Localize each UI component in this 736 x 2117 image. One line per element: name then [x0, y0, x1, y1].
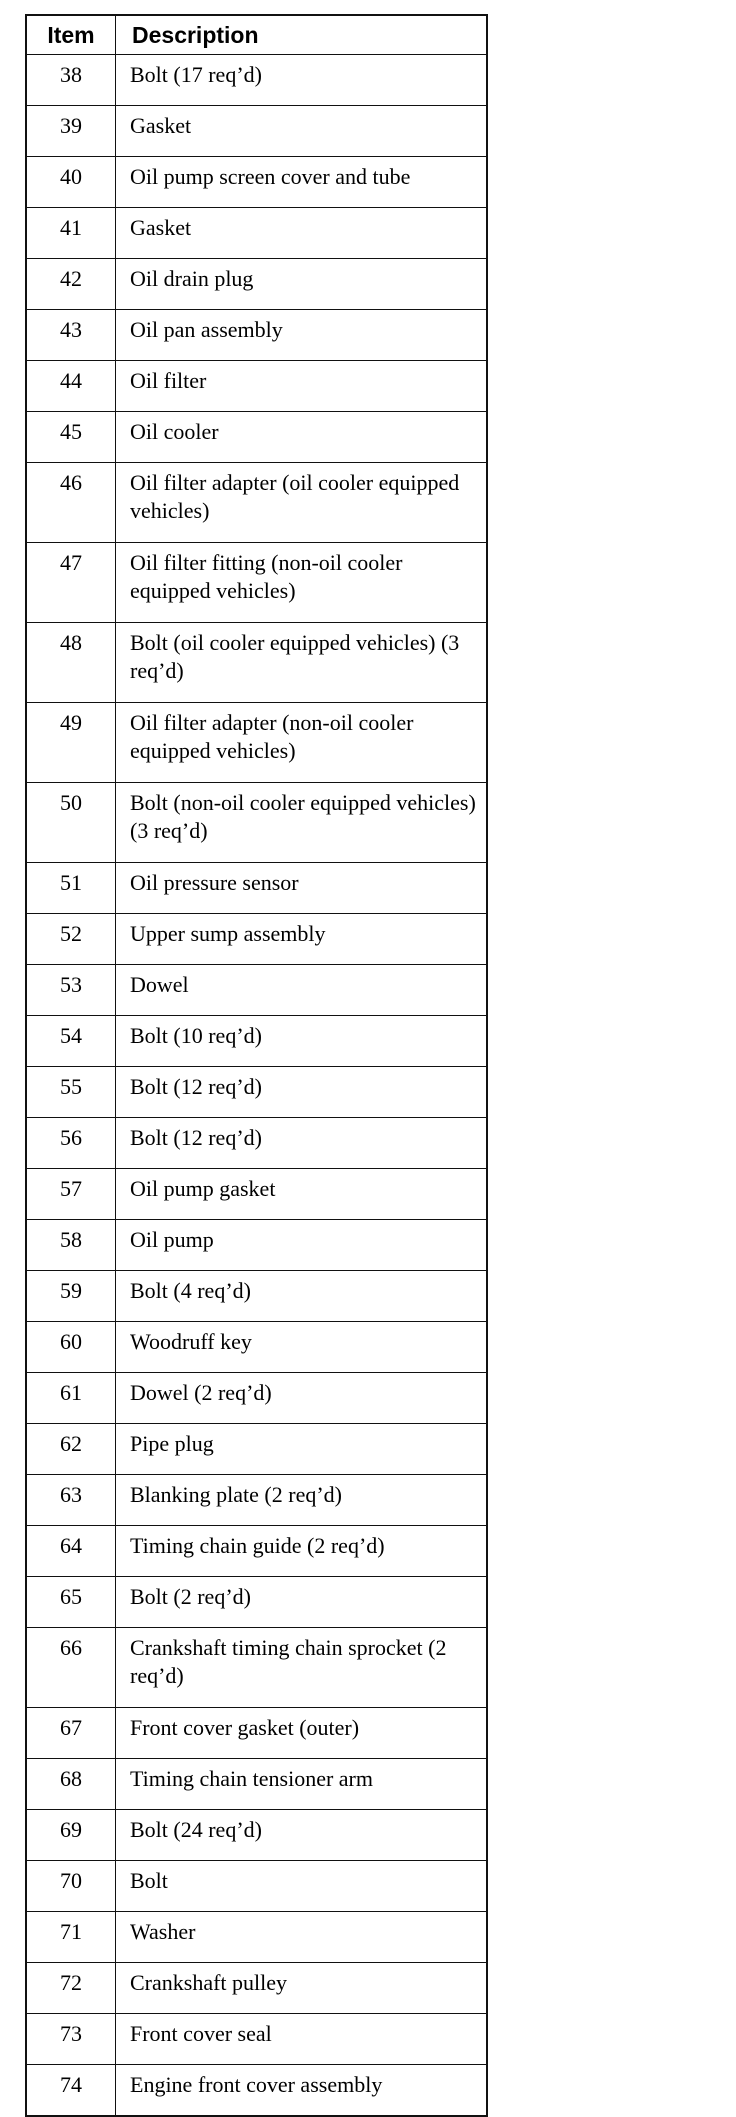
description-cell: Pipe plug	[116, 1424, 488, 1475]
table-row	[26, 1708, 487, 1759]
table-row	[26, 1424, 487, 1475]
table-row	[26, 259, 487, 310]
description-cell: Oil filter	[116, 361, 488, 412]
item-number-cell: 54	[26, 1016, 116, 1067]
item-number-cell: 39	[26, 106, 116, 157]
table-row	[26, 208, 487, 259]
description-cell: Oil pan assembly	[116, 310, 488, 361]
description-cell: Upper sump assembly	[116, 914, 488, 965]
description-cell: Engine front cover assembly	[116, 2065, 488, 2117]
description-cell: Front cover gasket (outer)	[116, 1708, 488, 1759]
table-row	[26, 106, 487, 157]
description-cell: Bolt (12 req’d)	[116, 1118, 488, 1169]
description-cell: Blanking plate (2 req’d)	[116, 1475, 488, 1526]
table-row	[26, 1016, 487, 1067]
description-cell: Oil pressure sensor	[116, 863, 488, 914]
item-number-cell: 56	[26, 1118, 116, 1169]
description-cell: Bolt (oil cooler equipped vehicles) (3 req’d)	[116, 623, 488, 703]
table-row	[26, 1271, 487, 1322]
table-row	[26, 463, 487, 543]
table-row	[26, 1067, 487, 1118]
item-number-cell: 52	[26, 914, 116, 965]
description-cell: Gasket	[116, 208, 488, 259]
table-row	[26, 1759, 487, 1810]
table-row	[26, 2014, 487, 2065]
table-row	[26, 965, 487, 1016]
item-number-cell: 40	[26, 157, 116, 208]
table-header-row	[26, 15, 487, 55]
table-row	[26, 1861, 487, 1912]
description-cell: Front cover seal	[116, 2014, 488, 2065]
item-number-cell: 74	[26, 2065, 116, 2117]
table-row	[26, 543, 487, 623]
table-body	[26, 55, 487, 2117]
item-column-header: Item	[26, 15, 116, 55]
description-cell: Bolt (17 req’d)	[116, 55, 488, 106]
item-number-cell: 44	[26, 361, 116, 412]
description-cell: Oil pump gasket	[116, 1169, 488, 1220]
description-cell: Crankshaft pulley	[116, 1963, 488, 2014]
description-cell: Woodruff key	[116, 1322, 488, 1373]
item-number-cell: 46	[26, 463, 116, 543]
item-number-cell: 41	[26, 208, 116, 259]
table-row	[26, 157, 487, 208]
table-row	[26, 783, 487, 863]
description-cell: Bolt (2 req’d)	[116, 1577, 488, 1628]
item-number-cell: 72	[26, 1963, 116, 2014]
item-number-cell: 69	[26, 1810, 116, 1861]
item-number-cell: 64	[26, 1526, 116, 1577]
table-row	[26, 914, 487, 965]
table-row	[26, 2065, 487, 2117]
item-number-cell: 58	[26, 1220, 116, 1271]
item-number-cell: 60	[26, 1322, 116, 1373]
item-number-cell: 55	[26, 1067, 116, 1118]
description-cell: Bolt	[116, 1861, 488, 1912]
description-cell: Oil filter fitting (non-oil cooler equipped vehicles)	[116, 543, 488, 623]
item-number-cell: 62	[26, 1424, 116, 1475]
item-number-cell: 59	[26, 1271, 116, 1322]
description-cell: Timing chain tensioner arm	[116, 1759, 488, 1810]
description-cell: Oil pump	[116, 1220, 488, 1271]
description-cell: Bolt (10 req’d)	[116, 1016, 488, 1067]
item-number-cell: 48	[26, 623, 116, 703]
item-number-cell: 43	[26, 310, 116, 361]
table-row	[26, 1373, 487, 1424]
description-cell: Oil cooler	[116, 412, 488, 463]
description-cell: Oil pump screen cover and tube	[116, 157, 488, 208]
table-row	[26, 1475, 487, 1526]
table-row	[26, 1322, 487, 1373]
description-column-header: Description	[116, 15, 488, 55]
description-cell: Bolt (12 req’d)	[116, 1067, 488, 1118]
table-row	[26, 623, 487, 703]
description-cell: Gasket	[116, 106, 488, 157]
description-cell: Dowel	[116, 965, 488, 1016]
item-number-cell: 63	[26, 1475, 116, 1526]
item-number-cell: 51	[26, 863, 116, 914]
description-cell: Bolt (24 req’d)	[116, 1810, 488, 1861]
parts-table	[25, 14, 488, 2117]
table-row	[26, 863, 487, 914]
table-row	[26, 1810, 487, 1861]
item-number-cell: 53	[26, 965, 116, 1016]
table-row	[26, 310, 487, 361]
description-cell: Oil filter adapter (non-oil cooler equipped vehicles)	[116, 703, 488, 783]
item-number-cell: 61	[26, 1373, 116, 1424]
table-row	[26, 55, 487, 106]
table-row	[26, 1169, 487, 1220]
description-cell: Timing chain guide (2 req’d)	[116, 1526, 488, 1577]
table-row	[26, 1220, 487, 1271]
description-cell: Washer	[116, 1912, 488, 1963]
table-row	[26, 1912, 487, 1963]
table-row	[26, 361, 487, 412]
item-number-cell: 67	[26, 1708, 116, 1759]
item-number-cell: 42	[26, 259, 116, 310]
item-number-cell: 47	[26, 543, 116, 623]
item-number-cell: 57	[26, 1169, 116, 1220]
table-row	[26, 1963, 487, 2014]
item-number-cell: 71	[26, 1912, 116, 1963]
item-number-cell: 38	[26, 55, 116, 106]
table-row	[26, 1628, 487, 1708]
description-cell: Oil drain plug	[116, 259, 488, 310]
table-row	[26, 1118, 487, 1169]
item-number-cell: 70	[26, 1861, 116, 1912]
table-row	[26, 1577, 487, 1628]
description-cell: Bolt (4 req’d)	[116, 1271, 488, 1322]
table-row	[26, 703, 487, 783]
description-cell: Crankshaft timing chain sprocket (2 req’d)	[116, 1628, 488, 1708]
item-number-cell: 50	[26, 783, 116, 863]
table-row	[26, 1526, 487, 1577]
description-cell: Oil filter adapter (oil cooler equipped vehicles)	[116, 463, 488, 543]
item-number-cell: 73	[26, 2014, 116, 2065]
item-number-cell: 66	[26, 1628, 116, 1708]
item-number-cell: 68	[26, 1759, 116, 1810]
item-number-cell: 49	[26, 703, 116, 783]
item-number-cell: 45	[26, 412, 116, 463]
table-row	[26, 412, 487, 463]
description-cell: Dowel (2 req’d)	[116, 1373, 488, 1424]
description-cell: Bolt (non-oil cooler equipped vehicles) (3 req’d)	[116, 783, 488, 863]
item-number-cell: 65	[26, 1577, 116, 1628]
